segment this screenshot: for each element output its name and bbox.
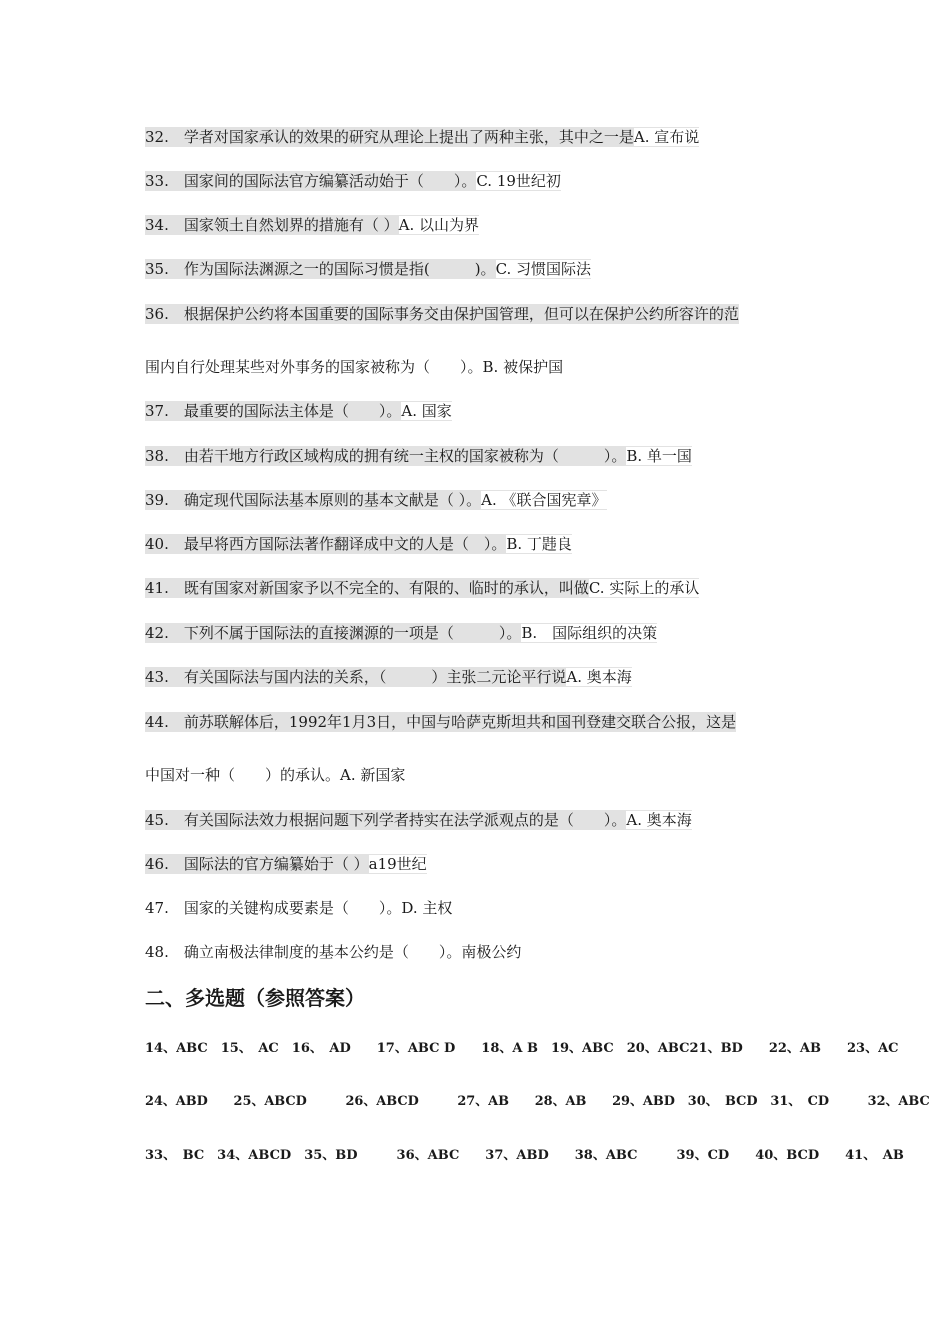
question-text: 35. 作为国际法渊源之一的国际习惯是指( )。 — [145, 260, 496, 278]
question-42 — [145, 623, 657, 643]
question-text: 36. 根据保护公约将本国重要的国际事务交由保护国管理，但可以在保护公约所容许的范 — [145, 305, 739, 323]
question-text: 38. 由若干地方行政区域构成的拥有统一主权的国家被称为（ ）。 — [145, 447, 627, 465]
question-text: 37. 最重要的国际法主体是（ ）。 — [145, 402, 402, 420]
answer-row-3: 33、 BC 34、ABCD 35、BD 36、ABC 37、ABD 38、ABC 39、CD 40、BCD 41、 AB — [145, 1148, 904, 1163]
question-36 — [145, 304, 739, 324]
question-45 — [145, 810, 692, 830]
question-47 — [145, 898, 452, 918]
answer-text: A. 国家 — [401, 402, 452, 420]
section-title: 二、多选题（参照答案） — [145, 986, 365, 1010]
answer-text: A. 奥本海 — [566, 668, 632, 686]
answer-text: A. 《联合国宪章》 — [481, 491, 607, 509]
question-text: 41. 既有国家对新国家予以不完全的、有限的、临时的承认，叫做 — [145, 579, 589, 597]
answer-text: 南极公约 — [461, 943, 522, 961]
question-text: 34. 国家领土自然划界的措施有（ ） — [145, 216, 399, 234]
question-text: 中国对一种（ ）的承认。 — [145, 766, 341, 784]
question-41 — [145, 578, 699, 598]
question-32 — [145, 127, 699, 147]
question-43 — [145, 667, 632, 687]
question-44 — [145, 712, 736, 732]
answer-text: D. 主权 — [401, 899, 453, 917]
question-35 — [145, 259, 591, 279]
answer-text: B. 国际组织的决策 — [521, 624, 658, 642]
question-38 — [145, 446, 692, 466]
question-39 — [145, 490, 607, 510]
question-text: 46. 国际法的官方编纂始于（ ） — [145, 855, 369, 873]
answer-text: C. 习惯国际法 — [495, 260, 592, 278]
answer-text: A. 奥本海 — [626, 811, 692, 829]
question-text: 47. 国家的关键构成要素是（ ）。 — [145, 899, 402, 917]
question-text: 42. 下列不属于国际法的直接渊源的一项是（ ）。 — [145, 624, 522, 642]
question-text: 43. 有关国际法与国内法的关系，（ ）主张二元论平行说 — [145, 668, 567, 686]
question-text: 32. 学者对国家承认的效果的研究从理论上提出了两种主张，其中之一是 — [145, 128, 634, 146]
answer-text: C. 19世纪初 — [476, 172, 561, 190]
answer-text: C. 实际上的承认 — [588, 579, 700, 597]
answer-text: B. 单一国 — [626, 447, 692, 465]
answer-text: B. 被保护国 — [482, 358, 564, 376]
question-text: 40. 最早将西方国际法著作翻译成中文的人是（ ）。 — [145, 535, 507, 553]
question-46 — [145, 854, 427, 874]
answer-text: A. 新国家 — [340, 766, 406, 784]
answer-text: A. 宣布说 — [633, 128, 700, 146]
answer-text: A. 以山为界 — [398, 216, 479, 234]
question-text: 45. 有关国际法效力根据问题下列学者持实在法学派观点的是（ ）。 — [145, 811, 627, 829]
question-33 — [145, 171, 561, 191]
question-text: 33. 国家间的国际法官方编纂活动始于（ ）。 — [145, 172, 477, 190]
question-40 — [145, 534, 572, 554]
question-text: 48. 确立南极法律制度的基本公约是（ ）。 — [145, 943, 462, 961]
question-text: 围内自行处理某些对外事务的国家被称为（ ）。 — [145, 358, 483, 376]
question-text: 44. 前苏联解体后，1992年1月3日，中国与哈萨克斯坦共和国刊登建交联合公报，这是 — [145, 713, 737, 731]
question-44-continued — [145, 765, 405, 785]
question-36-continued — [145, 357, 563, 377]
answer-text: B. 丁韪良 — [506, 535, 572, 553]
question-37 — [145, 401, 452, 421]
answer-row-2: 24、ABD 25、ABCD 26、ABCD 27、AB 28、AB 29、ABD 30、 BCD 31、 CD 32、ABC — [145, 1094, 930, 1109]
answer-row-1: 14、ABC 15、 AC 16、 AD 17、ABC D 18、A B 19、ABC 20、ABC21、BD 22、AB 23、AC — [145, 1041, 899, 1056]
question-text: 39. 确定现代国际法基本原则的基本文献是（ ）。 — [145, 491, 482, 509]
question-48 — [145, 942, 521, 962]
answer-text: a19世纪 — [368, 855, 427, 873]
question-34 — [145, 215, 479, 235]
